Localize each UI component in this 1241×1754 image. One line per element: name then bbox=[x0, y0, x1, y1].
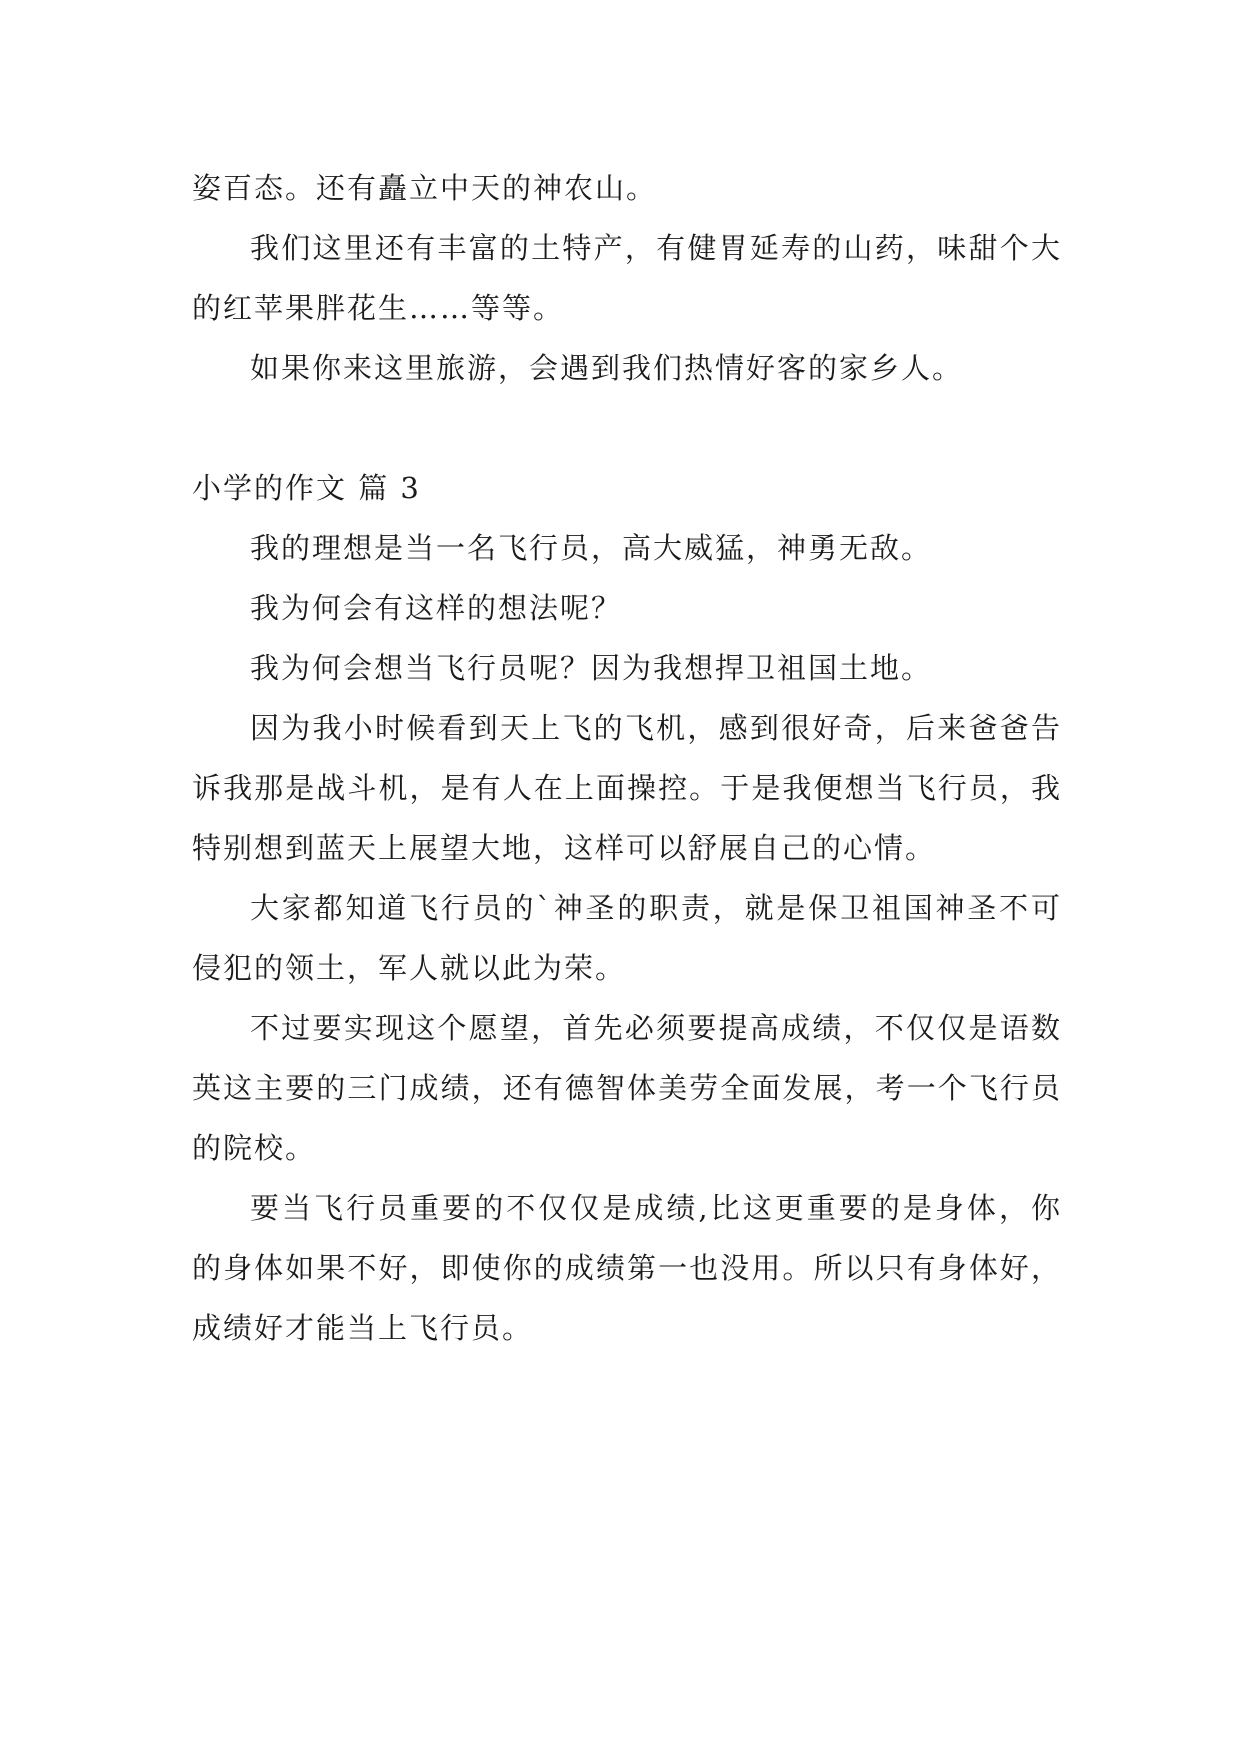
section-heading: 小学的作文 篇 3 bbox=[192, 471, 421, 505]
paragraph-question: 我为何会有这样的想法呢？ bbox=[250, 591, 623, 625]
document-body bbox=[192, 158, 1062, 1358]
paragraph-grades: 不过要实现这个愿望，首先必须要提高成绩，不仅仅是语数英这主要的三门成绩，还有德智体美劳全面发展，考一个飞行员的院校。 bbox=[192, 1011, 1062, 1165]
paragraph-childhood: 因为我小时候看到天上飞的飞机，感到很好奇，后来爸爸告诉我那是战斗机，是有人在上面操控。于是我便想当飞行员，我特别想到蓝天上展望大地，这样可以舒展自己的心情。 bbox=[192, 711, 1062, 865]
paragraph-hospitality: 如果你来这里旅游，会遇到我们热情好客的家乡人。 bbox=[250, 351, 964, 385]
paragraph-dream: 我的理想是当一名飞行员，高大威猛，神勇无敌。 bbox=[250, 531, 933, 565]
continued-paragraph: 姿百态。还有矗立中天的神农山。 bbox=[192, 171, 658, 205]
paragraph-health: 要当飞行员重要的不仅仅是成绩,比这更重要的是身体，你的身体如果不好，即使你的成绩第一也没用。所以只有身体好，成绩好才能当上飞行员。 bbox=[192, 1191, 1062, 1345]
paragraph-reason: 我为何会想当飞行员呢？因为我想捍卫祖国土地。 bbox=[250, 651, 933, 685]
paragraph-duty: 大家都知道飞行员的`神圣的职责，就是保卫祖国神圣不可侵犯的领土，军人就以此为荣。 bbox=[192, 891, 1062, 985]
paragraph-specialties: 我们这里还有丰富的土特产，有健胃延寿的山药，味甜个大的红苹果胖花生……等等。 bbox=[192, 231, 1062, 325]
